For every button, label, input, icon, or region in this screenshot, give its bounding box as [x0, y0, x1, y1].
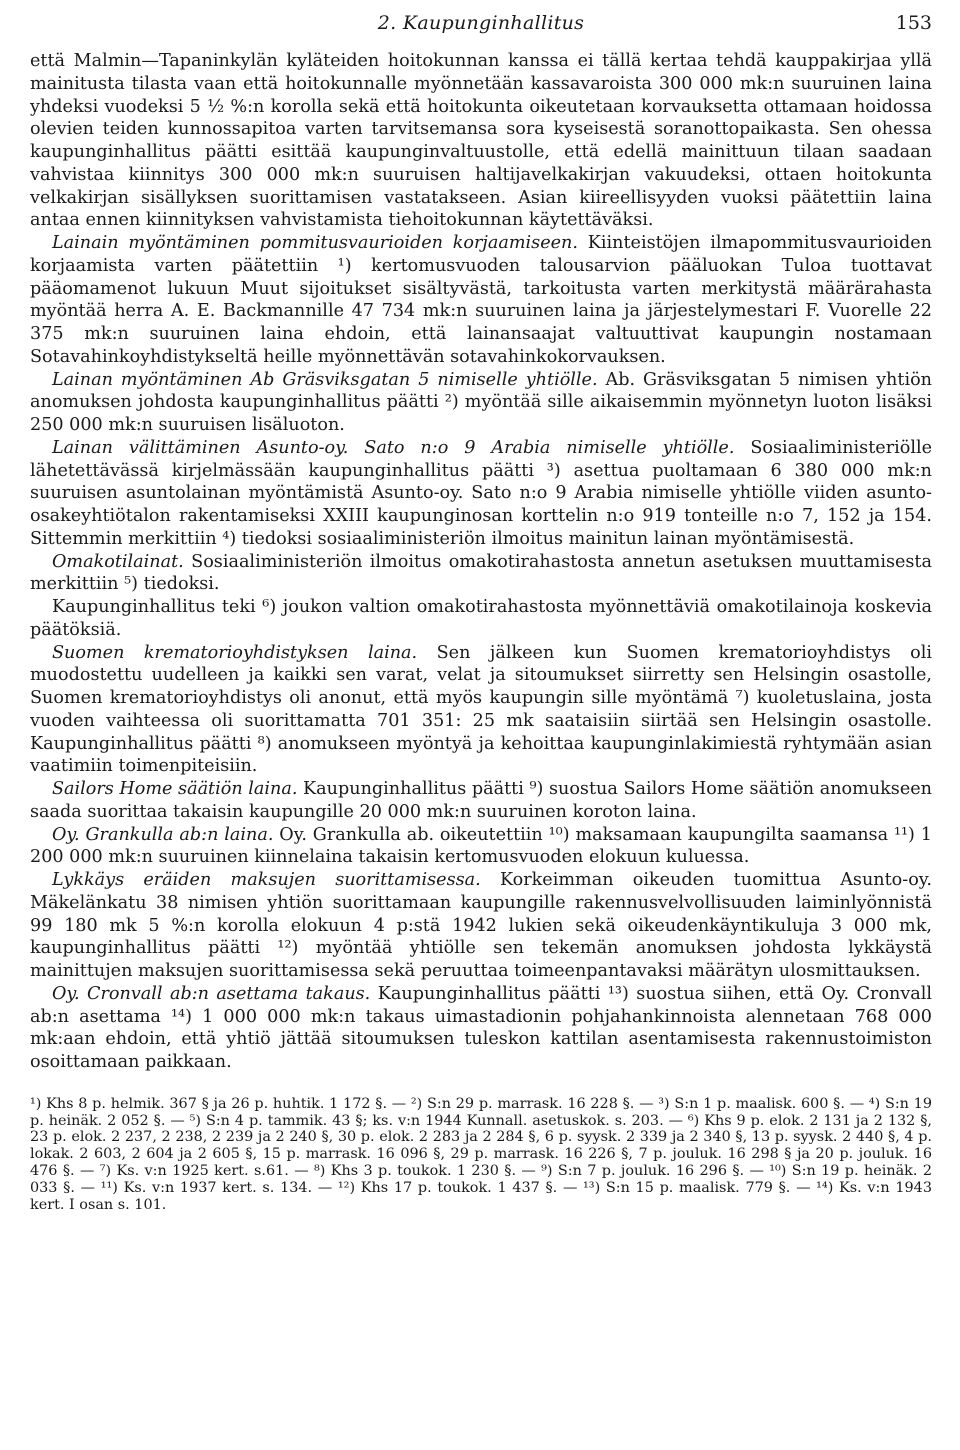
paragraph-text: Kaupunginhallitus päätti ⁹) suostua Sailors Home säätiön anomukseen saada suorittaa takaisin kaupungille 20 000 mk:n suuruinen koroton laina.: [30, 779, 932, 822]
paragraph-krematorioyhdistys: [30, 642, 932, 779]
section-heading: Lainain myöntäminen pommitusvaurioiden korjaamiseen.: [52, 233, 578, 253]
section-heading: Oy. Grankulla ab:n laina.: [52, 824, 274, 845]
paragraph-text: Korkeimman oikeuden tuomittua Asunto-oy. Mäkelänkatu 38 nimisen yhtiön suorittamaan kaupungille rakennusvelvollisuuden laiminlyönnistä 99 180 mk 5 %:n korolla elokuun 4 p:stä 1942 lukien sekä oikeudenkäyntikuluja 3 000 mk, kaupunginhallitus päätti ¹²) myöntää yhtiölle sen tekemän anomuksen johdosta lykkäystä mainittujen maksujen suorittamisessa sekä peruuttaa toimeenpantavaksi määrätyn ulosmittauksen.: [30, 870, 932, 981]
running-head: 2. Kaupunginhallitus: [377, 12, 585, 34]
section-heading: Lainan välittäminen Asunto-oy. Sato n:o 9 Arabia nimiselle yhtiölle.: [52, 437, 735, 458]
paragraph-omakotilainapaatokset: [30, 596, 932, 642]
section-heading: Oy. Cronvall ab:n asettama takaus.: [52, 983, 371, 1004]
paragraph-pommitusvauriot: [30, 232, 932, 369]
paragraph-text: Sen jälkeen kun Suomen krematorioyhdistys oli muodostettu uudelleen ja kaikki sen varat, velat ja sitoumukset siirretty sen Helsingin osastolle, Suomen krematorioyhdistys oli anonut, että myös kaupungin sille myöntämä ⁷) kuoletuslaina, josta vuoden vaihteessa oli suorittamatta 701 351: 25 mk saataisiin siirtää sen Helsingin osastolle. Kaupunginhallitus päätti ⁸) anomukseen myöntyä ja kehoittaa kaupunginlakimiestä ryhtymään asian vaatimiin toimenpiteisiin.: [30, 642, 932, 777]
paragraph-malmin-laina: [30, 50, 932, 232]
paragraph-lykkays: [30, 869, 932, 983]
paragraph-omakotilainat: [30, 551, 932, 597]
body-text: [30, 50, 932, 1074]
paragraph-grankulla: [30, 824, 932, 870]
section-heading: Lykkäys eräiden maksujen suorittamisessa.: [52, 870, 481, 890]
footnotes: ¹) Khs 8 p. helmik. 367 § ja 26 p. huhtik. 1 172 §. — ²) S:n 29 p. marrask. 16 228 §. — ³) S:n 1 p. maalisk. 600 §. — ⁴) S:n 19 p. heinäk. 2 052 §. — ⁵) S:n 4 p. tammik. 43 §; ks. v:n 1944 Kunnall. asetuskok. s. 203. — ⁶) Khs 9 p. elok. 2 131 ja 2 132 §, 23 p. elok. 2 237, 2 238, 2 239 ja 2 240 §, 30 p. elok. 2 283 ja 2 284 §, 6 p. syysk. 2 339 ja 2 340 §, 13 p. syysk. 2 440 §, 4 p. lokak. 2 603, 2 604 ja 2 605 §, 15 p. marrask. 16 096 §, 29 p. marrask. 16 226 §, 7 p. jouluk. 16 298 § ja 20 p. jouluk. 16 476 §. — ⁷) Ks. v:n 1925 kert. s.61. — ⁸) Khs 3 p. toukok. 1 230 §. — ⁹) S:n 7 p. jouluk. 16 296 §. — ¹⁰) S:n 19 p. heinäk. 2 033 §. — ¹¹) Ks. v:n 1937 kert. s. 134. — ¹²) Khs 17 p. toukok. 1 437 §. — ¹³) S:n 15 p. maalisk. 779 §. — ¹⁴) Ks. v:n 1943 kert. I osan s. 101.: [30, 1095, 932, 1213]
paragraph-text: Kaupunginhallitus päätti ¹³) suostua siihen, että Oy. Cronvall ab:n asettama ¹⁴) 1 000 000 mk:n takaus uimastadionin pohjahankinnoista alennetaan 768 000 mk:aan ehdoin, että yhtiö jättää sitoumuksen tuleskon kattilan asentamisesta rakennustoimiston osoittamaan paikkaan.: [30, 983, 933, 1072]
paragraph-text: Ab. Gräsviksgatan 5 nimisen yhtiön anomuksen johdosta kaupunginhallitus päätti ²) myöntää sille aikaisemmin myönnetyn luoton lisäksi 250 000 mk:n suuruisen lisäluoton.: [30, 369, 933, 435]
section-heading: Suomen krematorioyhdistyksen laina.: [52, 642, 418, 663]
paragraph-cronvall: [30, 983, 932, 1074]
section-heading: Omakotilainat.: [52, 551, 184, 572]
paragraph-text: että Malmin—Tapaninkylän kyläteiden hoitokunnan kanssa ei tällä kertaa tehdä kauppakirjaa yllä mainitusta tilasta vaan että hoitokunnalle myönnetään kassavaroista 300 000 mk:n suuruinen laina yhdeksi vuodeksi 5 ½ %:n korolla sekä että hoitokunta oikeutetaan korvauksetta ottamaan hoidossa olevien teiden kunnossapitoa varten tarvitsemansa sora kyseisestä soranottopaikasta. Sen ohessa kaupunginhallitus päätti esittää kaupunginvaltuustolle, että edellä mainittuun tilaan saadaan vahvistaa kiinnitys 300 000 mk:n suuruisen haltijavelkakirjan vakuudeksi, ottaen hoitokunta velkakirjan sisällyksen suorittamisen vastatakseen. Asian kiireellisyyden vuoksi päätettiin laina antaa ennen kiinnityksen vahvistamista tiehoitokunnan käytettäväksi.: [30, 51, 932, 231]
paragraph-sato-arabia: [30, 437, 932, 551]
paragraph-grasviksgatan: [30, 369, 932, 437]
paragraph-text: Oy. Grankulla ab. oikeutettiin ¹⁰) maksamaan kaupungilta saamansa ¹¹) 1 200 000 mk:n suuruinen kiinnelaina takaisin kertomusvuoden elokuun kuluessa.: [30, 824, 932, 868]
page-header: [30, 10, 932, 50]
page-number: 153: [895, 12, 932, 34]
paragraph-sailors-home: [30, 778, 932, 824]
paragraph-text: Sosiaaliministeriölle lähetettävässä kirjelmässään kaupunginhallitus päätti ³) asettua puoltamaan 6 380 000 mk:n suuruisen asuntolainan myöntämistä Asunto-oy. Sato n:o 9 Arabia nimiselle yhtiölle viiden asunto-osakeyhtiötalon rakentamiseksi XXIII kaupunginosan korttelin n:o 919 tonteille n:o 7, 152 ja 154. Sittemmin merkittiin ⁴) tiedoksi sosiaaliministeriön ilmoitus mainitun lainan myöntämisestä.: [30, 437, 932, 549]
paragraph-text: Sosiaaliministeriön ilmoitus omakotirahastosta annetun asetuksen muuttamisesta merkittiin ⁵) tiedoksi.: [30, 551, 932, 595]
paragraph-text: Kaupunginhallitus teki ⁶) joukon valtion omakotirahastosta myönnettäviä omakotilainoja koskevia päätöksiä.: [30, 597, 932, 640]
paragraph-text: Kiinteistöjen ilmapommitusvaurioiden korjaamista varten päätettiin ¹) kertomusvuoden talousarvion pääluokan Tuloa tuottavat pääomamenot lukuun Muut sijoitukset sisältyvästä, tarkoitusta varten merkitystä määrärahasta myöntää herra A. E. Backmannille 47 734 mk:n suuruinen laina ja järjestelymestari F. Vuorelle 22 375 mk:n suuruinen laina ehdoin, että lainansaajat valtuuttivat kaupungin nostamaan Sotavahinkoyhdistykseltä heille myönnettävän sotavahinkokorvauksen.: [30, 233, 932, 367]
section-heading: Sailors Home säätiön laina.: [52, 779, 298, 799]
section-heading: Lainan myöntäminen Ab Gräsviksgatan 5 nimiselle yhtiölle.: [52, 369, 598, 390]
